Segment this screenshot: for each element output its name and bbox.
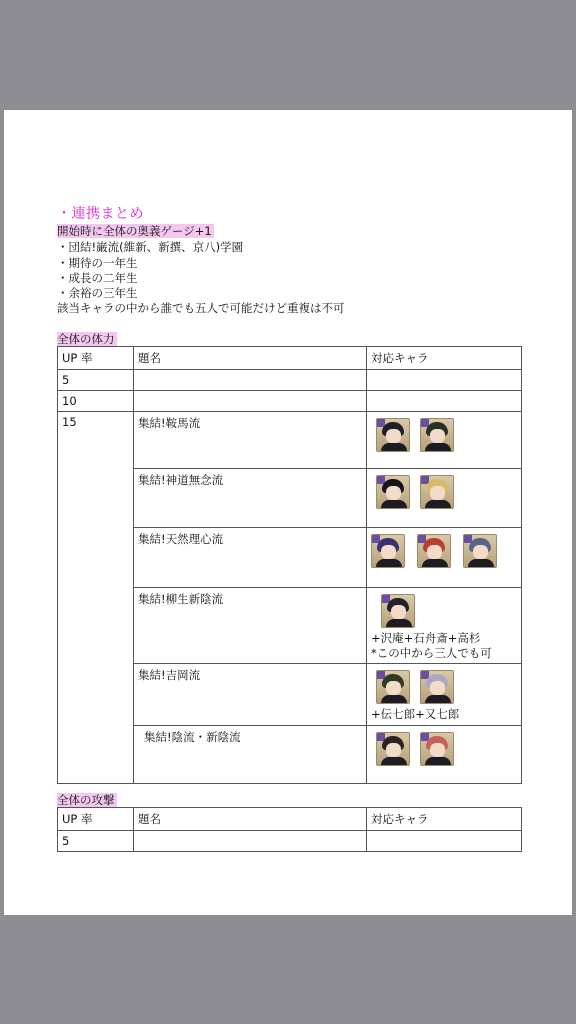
section-title-hp — [57, 332, 117, 346]
chars-cell — [367, 391, 522, 412]
title-cell: 集結!鞍馬流 — [134, 412, 367, 469]
section-title-attack — [57, 793, 117, 807]
rate-cell: 10 — [58, 391, 134, 412]
table-row — [58, 370, 522, 391]
intro-line: ・余裕の三年生 — [57, 286, 138, 300]
character-note: *この中から三人でも可 — [371, 646, 492, 660]
title-cell: 集結!柳生新陰流 — [134, 588, 367, 664]
title-cell — [134, 370, 367, 391]
chars-cell — [367, 528, 522, 588]
chars-cell — [367, 664, 522, 726]
header-title: 題名 — [134, 347, 367, 370]
attack-table — [57, 807, 522, 852]
chars-cell — [367, 588, 522, 664]
intro-highlight-line — [57, 223, 214, 239]
character-avatar-icon — [420, 418, 454, 452]
character-avatar-icon — [417, 534, 451, 568]
chars-cell — [367, 469, 522, 528]
document-heading: ・連携まとめ — [57, 206, 144, 222]
header-chars: 対応キャラ — [367, 808, 522, 831]
intro-line: 該当キャラの中から誰でも五人で可能だけど重複は不可 — [57, 301, 345, 315]
intro-line: ・期待の一年生 — [57, 256, 138, 270]
table-header-row — [58, 808, 522, 831]
character-avatar-icon — [420, 670, 454, 704]
header-chars: 対応キャラ — [367, 347, 522, 370]
rate-cell: 15 — [58, 412, 134, 784]
table-row — [58, 412, 522, 469]
title-cell — [134, 831, 367, 852]
header-rate: UP 率 — [58, 808, 134, 831]
chars-cell — [367, 831, 522, 852]
intro-line: ・団結!巌流(維新、新撰、京八)学園 — [57, 240, 244, 254]
title-cell: 集結!陰流・新陰流 — [134, 726, 367, 784]
header-rate: UP 率 — [58, 347, 134, 370]
character-avatar-icon — [420, 475, 454, 509]
header-title: 題名 — [134, 808, 367, 831]
title-cell: 集結!神道無念流 — [134, 469, 367, 528]
character-note: +伝七郎+又七郎 — [371, 707, 460, 721]
table-header-row — [58, 347, 522, 370]
table-row — [58, 831, 522, 852]
title-cell: 集結!吉岡流 — [134, 664, 367, 726]
character-avatar-icon — [376, 670, 410, 704]
character-avatar-icon — [376, 732, 410, 766]
chars-cell — [367, 370, 522, 391]
section-title-attack-text: 全体の攻撃 — [57, 793, 115, 807]
character-avatar-icon — [463, 534, 497, 568]
hp-table — [57, 346, 522, 784]
title-cell: 集結!天然理心流 — [134, 528, 367, 588]
rate-cell: 5 — [58, 831, 134, 852]
character-avatar-icon — [376, 418, 410, 452]
chars-cell — [367, 726, 522, 784]
character-avatar-icon — [376, 475, 410, 509]
intro-line: ・成長の二年生 — [57, 271, 138, 285]
table-row — [58, 391, 522, 412]
character-note: +沢庵+石舟斎+高杉 — [371, 631, 481, 645]
title-cell — [134, 391, 367, 412]
rate-cell: 5 — [58, 370, 134, 391]
intro-highlight: 開始時に全体の奥義ゲージ+1 — [57, 224, 212, 238]
character-avatar-icon — [371, 534, 405, 568]
chars-cell — [367, 412, 522, 469]
character-avatar-icon — [381, 594, 415, 628]
section-title-hp-text: 全体の体力 — [57, 332, 115, 346]
character-avatar-icon — [420, 732, 454, 766]
